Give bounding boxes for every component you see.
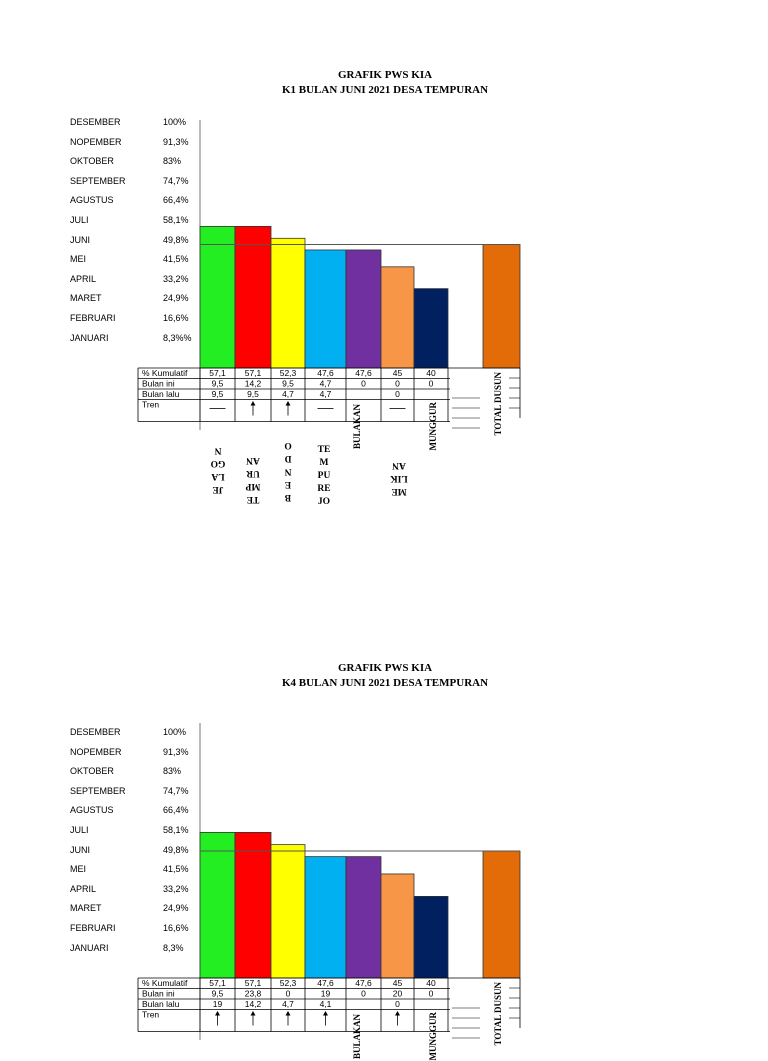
bar: [483, 244, 520, 368]
table-cell: 9,5: [282, 378, 294, 389]
table-cell: 47,6: [317, 978, 334, 989]
category-label: TE MP UR AN: [245, 455, 261, 504]
target-label: 24,9%: [163, 293, 189, 304]
target-label: 16,6%: [163, 313, 189, 323]
chart-k4: [0, 610, 768, 1061]
table-cell: 0: [428, 378, 434, 389]
table-cell: 57,1: [209, 978, 226, 989]
trend-up-arrowhead: [395, 1011, 400, 1016]
table-cell: 57,1: [244, 978, 262, 989]
month-label: NOPEMBER: [70, 746, 122, 757]
bar: [483, 851, 520, 978]
target-label: 41,5%: [163, 254, 189, 265]
target-label: 66,4%: [163, 195, 189, 206]
target-label: 83%: [163, 156, 182, 167]
trend-up-arrowhead: [251, 401, 256, 406]
month-label: JULI: [70, 215, 89, 225]
target-label: 91,3%: [163, 746, 189, 757]
table-cell: 14,2: [244, 999, 262, 1010]
target-label: 91,3%: [163, 136, 189, 147]
category-label: BULAKAN: [352, 404, 362, 450]
month-label: APRIL: [70, 273, 97, 284]
target-label: 100%: [163, 117, 187, 127]
table-row-label: Tren: [142, 1009, 160, 1020]
table-cell: 0: [395, 389, 400, 400]
month-label: MARET: [70, 903, 102, 914]
month-label: SEPTEMBER: [70, 175, 126, 186]
table-cell: 19: [212, 999, 223, 1010]
month-label: AGUSTUS: [70, 195, 114, 206]
category-label: MUNGGUR: [428, 1012, 438, 1061]
target-label: 83%: [163, 766, 182, 777]
month-label: MEI: [70, 864, 87, 875]
table-cell: 52,3: [279, 978, 297, 989]
table-cell: 0: [395, 999, 400, 1010]
target-label: 8,3%: [163, 942, 184, 953]
bar-plot: [0, 0, 768, 520]
table-row-label: Bulan lalu: [142, 999, 180, 1010]
table-cell: 0: [395, 378, 400, 389]
table-cell: 0: [361, 988, 366, 999]
table-cell: 47,6: [355, 978, 372, 989]
category-label: MUNGGUR: [428, 402, 438, 451]
month-label: JUNI: [70, 844, 90, 855]
chart-title-line1: GRAFIK PWS KIA: [337, 69, 433, 81]
chart-k1: [0, 0, 768, 520]
target-label: 100%: [163, 727, 187, 737]
category-label: TE M PU RE JO: [317, 445, 331, 507]
trend-up-arrowhead: [286, 401, 291, 406]
month-label: JANUARI: [70, 332, 109, 343]
bar: [381, 874, 414, 978]
target-label: 58,1%: [163, 825, 189, 835]
table-cell: 57,1: [209, 368, 226, 379]
month-label: SEPTEMBER: [70, 785, 126, 796]
table-cell: 9,5: [211, 988, 224, 999]
bar: [271, 238, 305, 368]
target-label: 16,6%: [163, 923, 189, 933]
bar: [200, 832, 235, 978]
month-label: MARET: [70, 293, 102, 304]
table-row-label: Bulan ini: [142, 988, 175, 999]
target-label: 49,8%: [163, 234, 189, 245]
category-label: B E N D O: [284, 440, 292, 502]
bar: [235, 226, 271, 368]
bar: [235, 832, 271, 978]
target-label: 24,9%: [163, 903, 189, 914]
table-cell: 57,1: [244, 368, 262, 379]
table-cell: 19: [320, 988, 331, 999]
table-row-label: Bulan ini: [142, 378, 175, 389]
month-label: NOPEMBER: [70, 136, 122, 147]
table-cell: 45: [392, 368, 403, 379]
table-row-label: % Kumulatif: [142, 368, 188, 379]
table-cell: 4,7: [282, 389, 294, 400]
month-label: FEBRUARI: [70, 923, 116, 933]
table-row-label: Tren: [142, 399, 160, 410]
month-label: APRIL: [70, 883, 97, 894]
category-label: BULAKAN: [352, 1014, 362, 1060]
month-label: JULI: [70, 825, 89, 835]
bar: [381, 267, 414, 368]
month-label: DESEMBER: [70, 117, 121, 127]
bar: [200, 226, 235, 368]
bar: [271, 845, 305, 978]
target-label: 74,7%: [163, 175, 189, 186]
chart-title-line2: K4 BULAN JUNI 2021 DESA TEMPURAN: [281, 677, 489, 689]
target-label: 74,7%: [163, 785, 189, 796]
table-cell: 9,5: [211, 389, 224, 400]
table-cell: 0: [428, 988, 434, 999]
table-cell: 14,2: [244, 378, 262, 389]
trend-up-arrowhead: [215, 1011, 220, 1016]
bar: [414, 896, 448, 978]
target-label: 66,4%: [163, 805, 189, 816]
table-cell: 4,7: [319, 389, 332, 400]
target-label: 49,8%: [163, 844, 189, 855]
target-label: 33,2%: [163, 883, 189, 894]
category-label: TOTAL DUSUN: [493, 982, 503, 1046]
table-cell: 4,7: [319, 378, 332, 389]
category-label: TOTAL DUSUN: [493, 372, 503, 436]
table-cell: 52,3: [279, 368, 297, 379]
target-label: 41,5%: [163, 864, 189, 875]
table-cell: 23,8: [244, 988, 262, 999]
table-cell: 47,6: [317, 368, 334, 379]
table-cell: 0: [285, 988, 291, 999]
table-cell: 4,1: [319, 999, 332, 1010]
month-label: AGUSTUS: [70, 805, 114, 816]
trend-up-arrowhead: [323, 1011, 328, 1016]
target-label: 33,2%: [163, 273, 189, 284]
target-label: 58,1%: [163, 215, 189, 225]
table-cell: 4,7: [282, 999, 294, 1010]
category-label: JE LA GO N: [210, 445, 226, 494]
bar: [414, 289, 448, 368]
chart-title-line1: GRAFIK PWS KIA: [337, 662, 433, 674]
month-label: JUNI: [70, 234, 90, 245]
month-label: OKTOBER: [70, 766, 114, 777]
bar: [346, 857, 381, 978]
month-label: DESEMBER: [70, 727, 121, 737]
table-cell: 9,5: [247, 389, 259, 400]
table-cell: 20: [392, 988, 403, 999]
trend-up-arrowhead: [286, 1011, 291, 1016]
table-cell: 40: [426, 978, 436, 989]
table-cell: 47,6: [355, 368, 372, 379]
table-cell: 40: [426, 368, 436, 379]
bar: [346, 250, 381, 368]
bar-plot: [0, 610, 768, 1024]
trend-up-arrowhead: [251, 1011, 256, 1016]
month-label: JANUARI: [70, 942, 109, 953]
table-row-label: % Kumulatif: [142, 978, 188, 989]
bar: [305, 250, 346, 368]
table-cell: 0: [361, 378, 366, 389]
chart-title-line2: K1 BULAN JUNI 2021 DESA TEMPURAN: [281, 84, 489, 96]
month-label: FEBRUARI: [70, 313, 116, 323]
table-row-label: Bulan lalu: [142, 389, 180, 400]
target-label: 8,3%%: [163, 332, 192, 343]
month-label: OKTOBER: [70, 156, 114, 167]
bar: [305, 857, 346, 978]
month-label: MEI: [70, 254, 87, 265]
category-label: ME LIK AN: [390, 460, 408, 496]
table-cell: 45: [392, 978, 403, 989]
table-cell: 9,5: [211, 378, 224, 389]
